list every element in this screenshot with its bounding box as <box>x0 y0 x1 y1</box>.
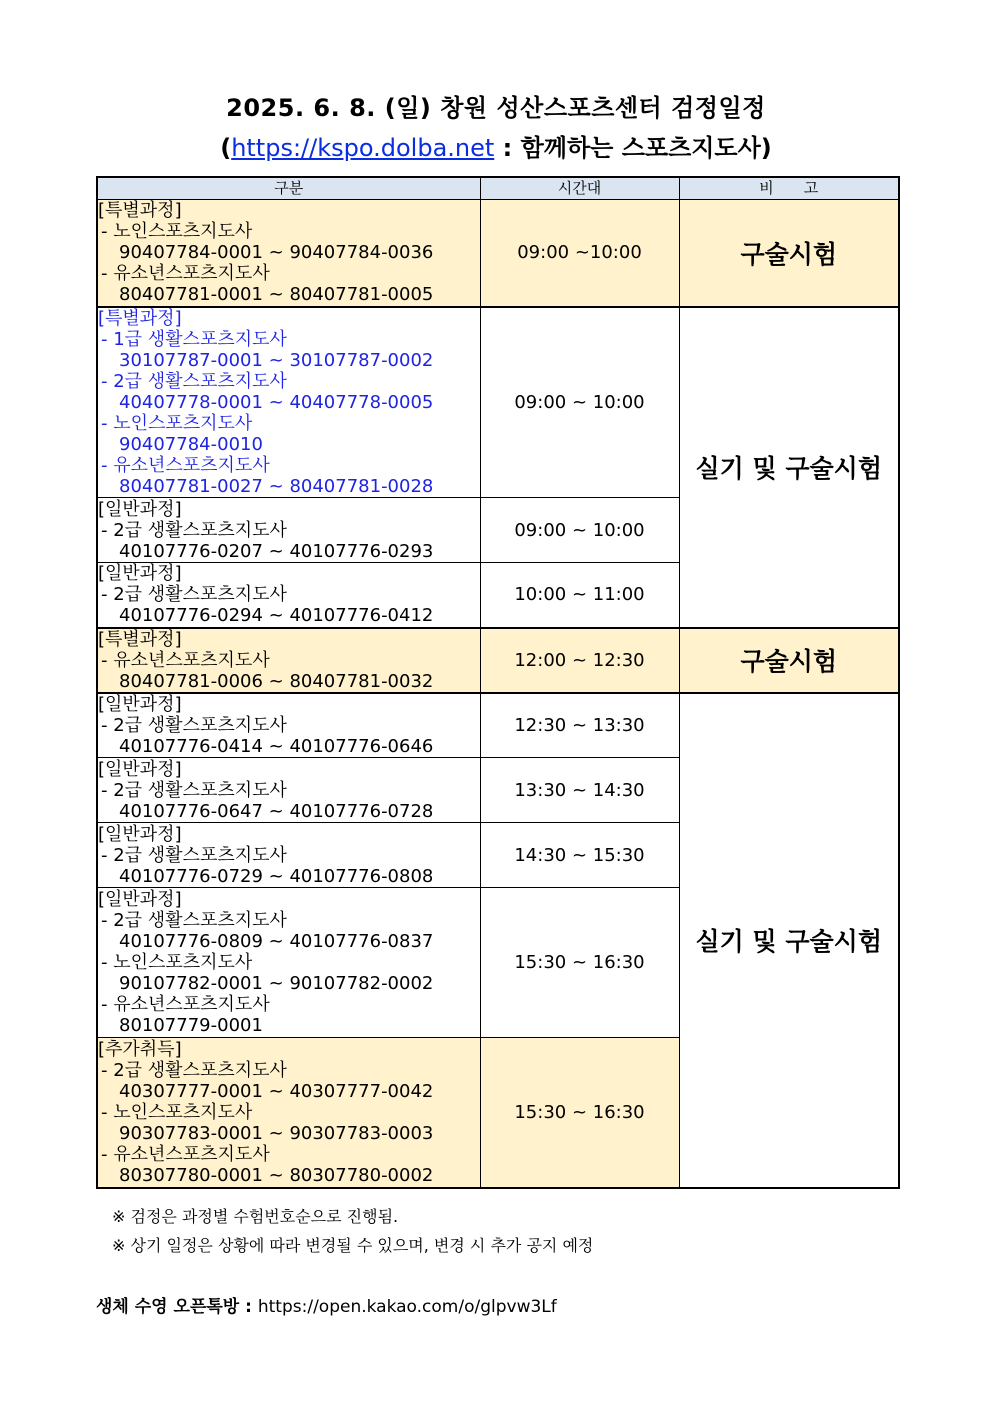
open-chat-link[interactable]: https://open.kakao.com/o/glpvw3Lf <box>257 1297 557 1317</box>
category-cell <box>97 563 480 628</box>
note-cell: 실기 및 구술시험 <box>679 307 899 628</box>
exam-range: 80407781-0001 ~ 80407781-0005 <box>119 284 434 306</box>
table-row <box>97 307 899 498</box>
course-type: [일반과정] <box>98 498 182 520</box>
exam-range: 90407784-0001 ~ 90407784-0036 <box>119 242 434 264</box>
note-cell: 구술시험 <box>679 200 899 307</box>
cert-name: - 유소년스포츠지도사 <box>101 994 270 1015</box>
time-cell: 09:00 ~ 10:00 <box>480 498 679 563</box>
exam-range: 40407778-0001 ~ 40407778-0005 <box>119 391 434 413</box>
category-cell <box>97 498 480 563</box>
course-type: [일반과정] <box>98 693 182 715</box>
cert-name: - 유소년스포츠지도사 <box>101 263 270 285</box>
course-type: [특별과정] <box>98 628 182 650</box>
open-chat-info <box>96 1292 557 1317</box>
header-category: 구분 <box>97 177 480 200</box>
cert-name: - 2급 생활스포츠지도사 <box>101 1059 287 1081</box>
cert-name: - 유소년스포츠지도사 <box>101 454 270 476</box>
exam-range: 80307780-0001 ~ 80307780-0002 <box>119 1164 434 1186</box>
category-cell <box>97 823 480 888</box>
category-cell <box>97 628 480 693</box>
exam-range: 90307783-0001 ~ 90307783-0003 <box>119 1122 434 1144</box>
cert-name: - 노인스포츠지도사 <box>101 221 253 243</box>
time-cell: 09:00 ~ 10:00 <box>480 307 679 498</box>
time-cell: 10:00 ~ 11:00 <box>480 563 679 628</box>
table-row <box>97 628 899 693</box>
cert-name: - 2급 생활스포츠지도사 <box>101 910 287 931</box>
category-cell <box>97 758 480 823</box>
course-type: [특별과정] <box>98 307 182 329</box>
course-type: [일반과정] <box>98 758 182 780</box>
course-type: [일반과정] <box>98 563 182 585</box>
exam-range: 40107776-0729 ~ 40107776-0808 <box>119 865 434 887</box>
subtitle-rest: : 함께하는 스포츠지도사) <box>494 134 772 162</box>
subtitle-open-paren: ( <box>220 134 232 162</box>
exam-range: 90407784-0010 <box>119 433 263 455</box>
exam-range: 30107787-0001 ~ 30107787-0002 <box>119 349 434 371</box>
exam-range: 90107782-0001 ~ 90107782-0002 <box>119 973 434 994</box>
cert-name: - 유소년스포츠지도사 <box>101 1143 270 1165</box>
header-time: 시간대 <box>480 177 679 200</box>
cert-name: - 2급 생활스포츠지도사 <box>101 714 287 736</box>
cert-name: - 2급 생활스포츠지도사 <box>101 370 287 392</box>
time-cell: 14:30 ~ 15:30 <box>480 823 679 888</box>
cert-name: - 2급 생활스포츠지도사 <box>101 519 287 541</box>
note-order: ※ 검정은 과정별 수험번호순으로 진행됨. <box>112 1207 399 1226</box>
exam-range: 40107776-0647 ~ 40107776-0728 <box>119 800 434 822</box>
header-note: 비 고 <box>679 177 899 200</box>
exam-range: 40107776-0207 ~ 40107776-0293 <box>119 540 434 562</box>
cert-name: - 노인스포츠지도사 <box>101 1101 253 1123</box>
time-cell: 12:30 ~ 13:30 <box>480 693 679 758</box>
exam-range: 40107776-0294 ~ 40107776-0412 <box>119 605 434 627</box>
exam-range: 80407781-0006 ~ 80407781-0032 <box>119 670 434 692</box>
note-change: ※ 상기 일정은 상황에 따라 변경될 수 있으며, 변경 시 추가 공지 예정 <box>112 1236 594 1255</box>
course-type: [일반과정] <box>98 823 182 845</box>
cert-name: - 1급 생활스포츠지도사 <box>101 328 287 350</box>
kspo-link[interactable]: https://kspo.dolba.net <box>231 134 495 162</box>
header-row <box>97 177 899 200</box>
time-cell: 09:00 ~10:00 <box>480 200 679 307</box>
note-cell: 구술시험 <box>679 628 899 693</box>
time-cell: 12:00 ~ 12:30 <box>480 628 679 693</box>
exam-range: 80407781-0027 ~ 80407781-0028 <box>119 475 434 497</box>
cert-name: - 2급 생활스포츠지도사 <box>101 844 287 866</box>
category-cell <box>97 200 480 307</box>
course-type: [일반과정] <box>98 889 182 910</box>
cert-name: - 노인스포츠지도사 <box>101 412 253 434</box>
cert-name: - 2급 생활스포츠지도사 <box>101 584 287 606</box>
table-row <box>97 200 899 307</box>
cert-name: - 2급 생활스포츠지도사 <box>101 779 287 801</box>
course-type: [추가취득] <box>98 1038 182 1060</box>
page-title: 2025. 6. 8. (일) 창원 성산스포츠센터 검정일정 <box>226 94 766 122</box>
category-cell <box>97 1038 480 1188</box>
schedule-table <box>96 176 900 1189</box>
open-chat-label: 생체 수영 오픈톡방 : <box>96 1297 258 1317</box>
time-cell: 15:30 ~ 16:30 <box>480 888 679 1038</box>
category-cell <box>97 307 480 498</box>
category-cell <box>97 888 480 1038</box>
note-cell: 실기 및 구술시험 <box>679 693 899 1188</box>
course-type: [특별과정] <box>98 200 182 222</box>
exam-range: 40107776-0414 ~ 40107776-0646 <box>119 735 434 757</box>
time-cell: 13:30 ~ 14:30 <box>480 758 679 823</box>
cert-name: - 노인스포츠지도사 <box>101 952 253 973</box>
exam-range: 80107779-0001 <box>119 1015 263 1036</box>
table-row <box>97 693 899 758</box>
time-cell: 15:30 ~ 16:30 <box>480 1038 679 1188</box>
exam-range: 40307777-0001 ~ 40307777-0042 <box>119 1080 434 1102</box>
exam-range: 40107776-0809 ~ 40107776-0837 <box>119 931 434 952</box>
cert-name: - 유소년스포츠지도사 <box>101 649 270 671</box>
page-subtitle <box>0 128 992 163</box>
category-cell <box>97 693 480 758</box>
